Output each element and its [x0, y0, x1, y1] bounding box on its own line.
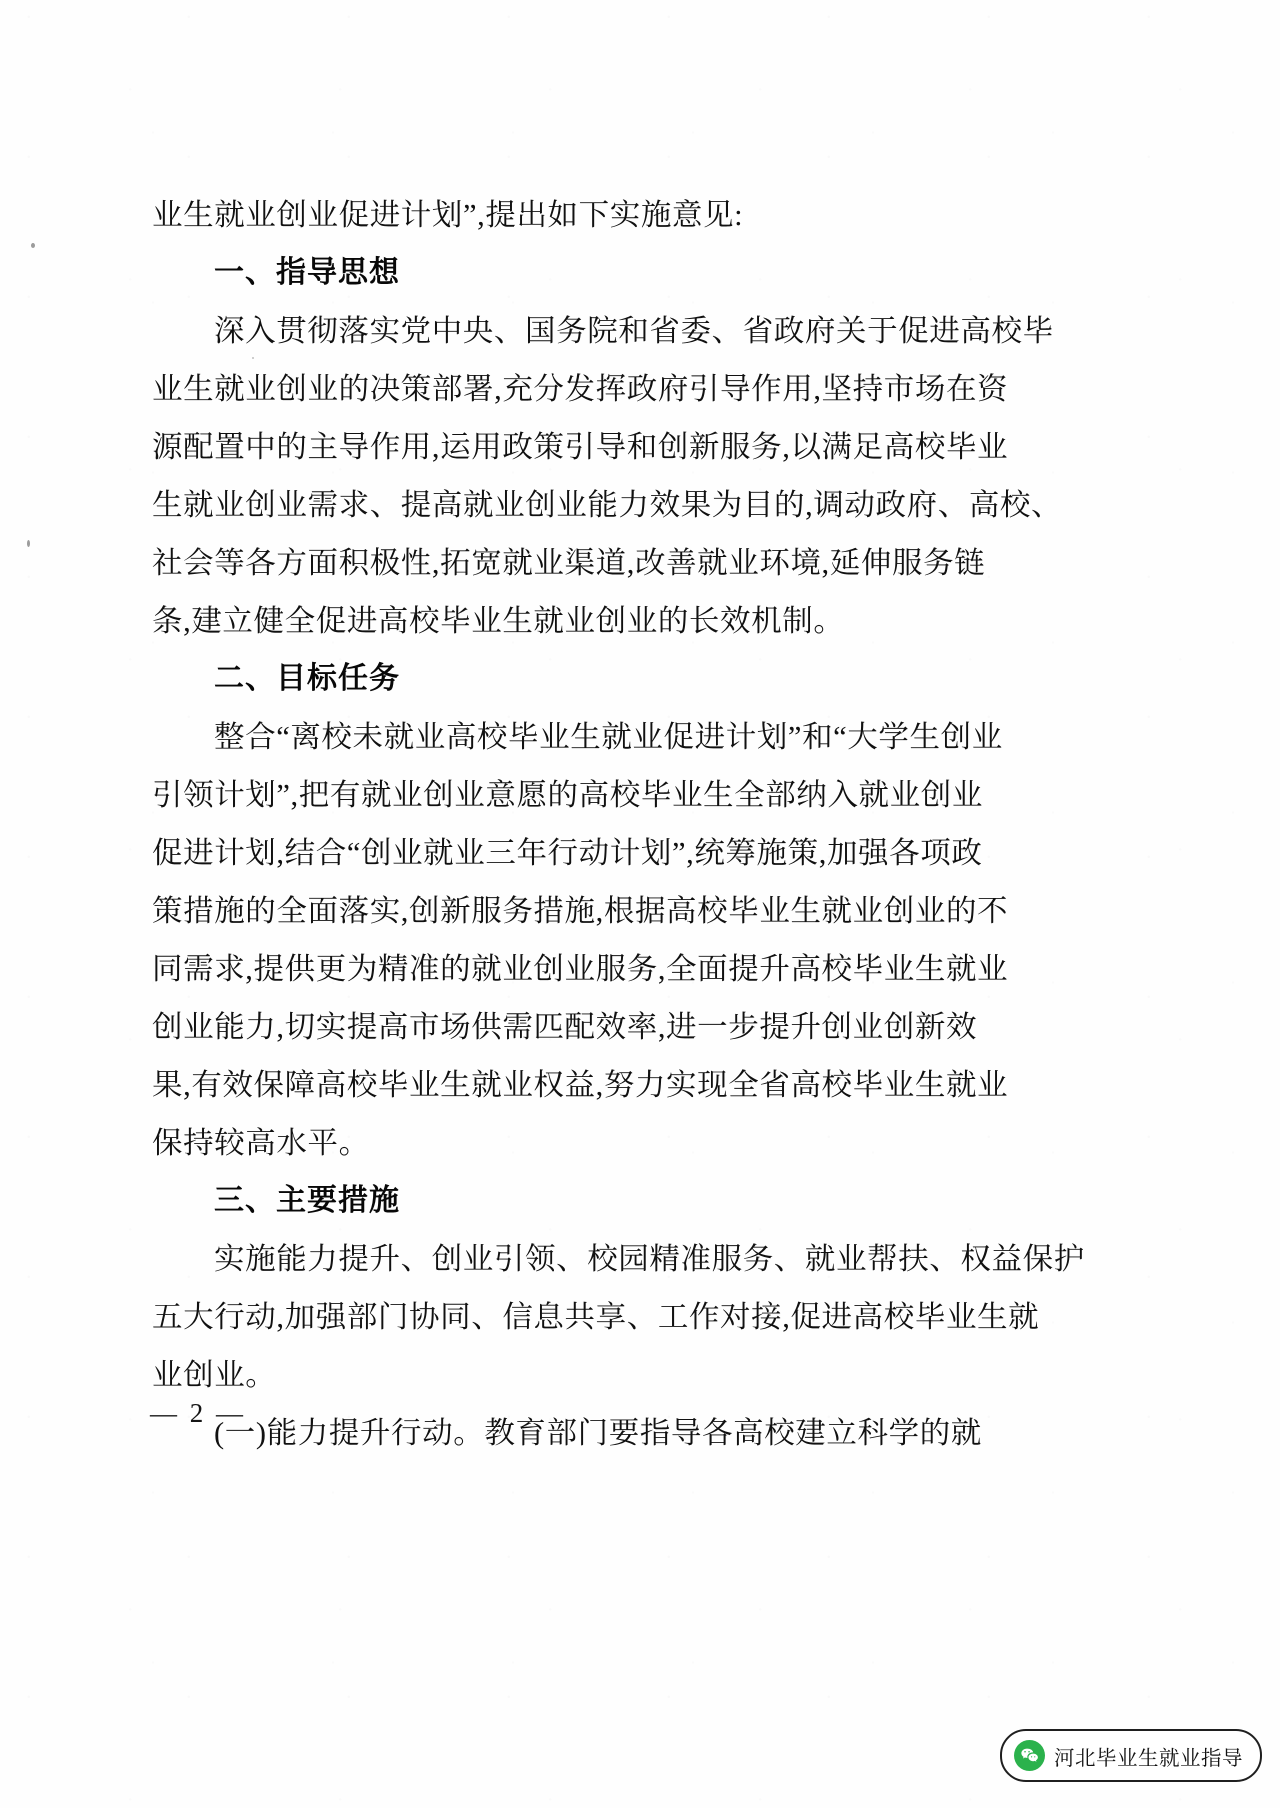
body-line: 实施能力提升、创业引领、校园精准服务、就业帮扶、权益保护 [214, 1242, 1085, 1276]
body-line: 五大行动,加强部门协同、信息共享、工作对接,促进高校毕业生就 [152, 1300, 1040, 1334]
document-body-text [152, 186, 1085, 1462]
body-line: 深入贯彻落实党中央、国务院和省委、省政府关于促进高校毕 [214, 314, 1054, 348]
body-line: 果,有效保障高校毕业生就业权益,努力实现全省高校毕业生就业 [152, 1068, 1009, 1102]
section-heading: 二、目标任务 [214, 662, 400, 695]
body-line: 源配置中的主导作用,运用政策引导和创新服务,以满足高校毕业 [152, 430, 1009, 464]
section-heading: 三、主要措施 [214, 1184, 400, 1217]
body-line: 业创业。 [152, 1358, 277, 1392]
scan-speck [27, 540, 30, 547]
body-line: 同需求,提供更为精准的就业创业服务,全面提升高校毕业生就业 [152, 952, 1009, 986]
body-line: (一)能力提升行动。教育部门要指导各高校建立科学的就 [214, 1416, 982, 1450]
section-heading: 一、指导思想 [214, 256, 400, 289]
page-number: — 2 — [150, 1398, 246, 1428]
body-line: 整合“离校未就业高校毕业生就业促进计划”和“大学生创业 [214, 720, 1003, 754]
wechat-icon [1014, 1740, 1045, 1771]
body-line: 条,建立健全促进高校毕业生就业创业的长效机制。 [152, 604, 845, 638]
body-line: 生就业创业需求、提高就业创业能力效果为目的,调动政府、高校、 [152, 488, 1063, 522]
body-line: 业生就业创业促进计划”,提出如下实施意见: [152, 198, 744, 232]
body-line: 促进计划,结合“创业就业三年行动计划”,统筹施策,加强各项政 [152, 836, 983, 870]
watermark-label: 河北毕业生就业指导 [1054, 1746, 1243, 1770]
body-line: 保持较高水平。 [152, 1126, 370, 1160]
scan-speck [31, 243, 35, 248]
wechat-account-watermark [1000, 1729, 1262, 1782]
body-line: 业生就业创业的决策部署,充分发挥政府引导作用,坚持市场在资 [152, 372, 1009, 406]
body-line: 社会等各方面积极性,拓宽就业渠道,改善就业环境,延伸服务链 [152, 546, 986, 580]
body-line: 策措施的全面落实,创新服务措施,根据高校毕业生就业创业的不 [152, 894, 1009, 928]
body-line: 引领计划”,把有就业创业意愿的高校毕业生全部纳入就业创业 [152, 778, 983, 812]
body-line: 创业能力,切实提高市场供需匹配效率,进一步提升创业创新效 [152, 1010, 978, 1044]
